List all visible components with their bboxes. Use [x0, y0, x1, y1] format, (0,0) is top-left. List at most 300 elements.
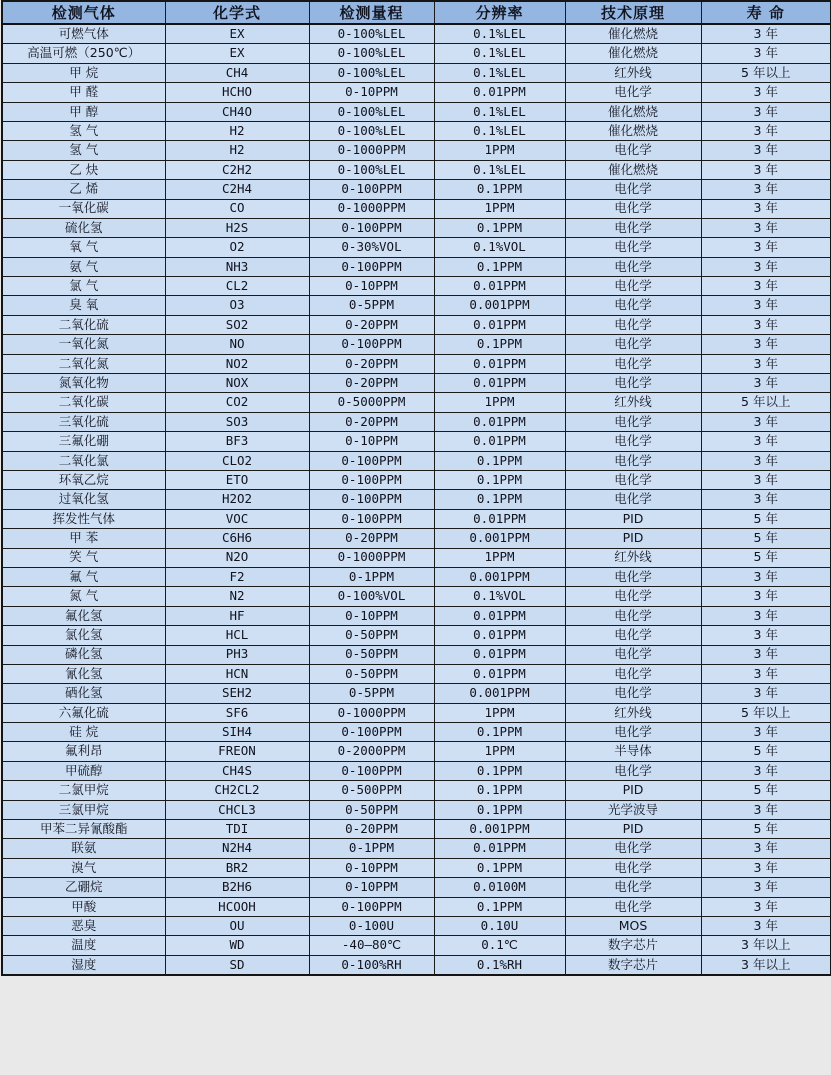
cell-formula: CH4 [165, 63, 309, 82]
cell-gas: 高温可燃（250℃） [2, 44, 165, 63]
table-row [2, 567, 831, 586]
cell-principle: 电化学 [565, 335, 701, 354]
cell-lifespan: 3 年 [701, 102, 831, 121]
cell-range: 0-5000PPM [309, 393, 434, 412]
cell-gas: 甲 苯 [2, 529, 165, 548]
cell-resolution: 0.1PPM [434, 490, 565, 509]
cell-formula: SEH2 [165, 684, 309, 703]
cell-formula: HCN [165, 664, 309, 683]
cell-resolution: 1PPM [434, 393, 565, 412]
cell-lifespan: 3 年 [701, 606, 831, 625]
cell-lifespan: 3 年 [701, 800, 831, 819]
cell-principle: 红外线 [565, 703, 701, 722]
cell-range: 0-1000PPM [309, 141, 434, 160]
cell-resolution: 0.1PPM [434, 451, 565, 470]
cell-lifespan: 3 年 [701, 315, 831, 334]
cell-principle: 电化学 [565, 567, 701, 586]
cell-resolution: 0.01PPM [434, 354, 565, 373]
cell-range: 0-100%LEL [309, 24, 434, 44]
cell-resolution: 0.1℃ [434, 936, 565, 955]
cell-gas: 氟利昂 [2, 742, 165, 761]
cell-gas: 甲硫醇 [2, 761, 165, 780]
cell-range: 0-10PPM [309, 83, 434, 102]
cell-resolution: 0.1PPM [434, 781, 565, 800]
cell-formula: OU [165, 916, 309, 935]
cell-lifespan: 3 年 [701, 878, 831, 897]
cell-principle: 电化学 [565, 180, 701, 199]
cell-resolution: 0.001PPM [434, 684, 565, 703]
cell-range: 0-100%LEL [309, 44, 434, 63]
cell-formula: H2S [165, 218, 309, 237]
cell-lifespan: 3 年 [701, 335, 831, 354]
cell-gas: 三氧化硫 [2, 412, 165, 431]
cell-range: -40—80℃ [309, 936, 434, 955]
cell-resolution: 0.01PPM [434, 374, 565, 393]
cell-formula: O2 [165, 238, 309, 257]
cell-resolution: 0.1%LEL [434, 44, 565, 63]
table-row [2, 878, 831, 897]
cell-range: 0-20PPM [309, 354, 434, 373]
cell-formula: CL2 [165, 277, 309, 296]
cell-range: 0-50PPM [309, 664, 434, 683]
cell-formula: SF6 [165, 703, 309, 722]
cell-principle: 电化学 [565, 354, 701, 373]
cell-formula: CHCL3 [165, 800, 309, 819]
cell-principle: 电化学 [565, 257, 701, 276]
cell-gas: 甲 醇 [2, 102, 165, 121]
cell-lifespan: 3 年 [701, 916, 831, 935]
cell-resolution: 0.10U [434, 916, 565, 935]
cell-gas: 环氧乙烷 [2, 470, 165, 489]
cell-formula: FREON [165, 742, 309, 761]
cell-principle: 电化学 [565, 878, 701, 897]
table-row [2, 548, 831, 567]
cell-range: 0-20PPM [309, 820, 434, 839]
cell-range: 0-100PPM [309, 180, 434, 199]
table-row [2, 44, 831, 63]
cell-gas: 溴气 [2, 858, 165, 877]
cell-formula: CH4S [165, 761, 309, 780]
cell-lifespan: 3 年 [701, 587, 831, 606]
cell-resolution: 0.001PPM [434, 529, 565, 548]
cell-principle: 光学波导 [565, 800, 701, 819]
cell-formula: EX [165, 44, 309, 63]
cell-resolution: 0.01PPM [434, 412, 565, 431]
cell-resolution: 0.1PPM [434, 723, 565, 742]
cell-gas: 二氧化氯 [2, 451, 165, 470]
table-row [2, 296, 831, 315]
cell-principle: 电化学 [565, 645, 701, 664]
table-row [2, 761, 831, 780]
cell-lifespan: 3 年 [701, 412, 831, 431]
table-row [2, 684, 831, 703]
cell-gas: 氟化氢 [2, 606, 165, 625]
table-row [2, 490, 831, 509]
cell-principle: 催化燃烧 [565, 160, 701, 179]
table-row [2, 335, 831, 354]
cell-principle: 数字芯片 [565, 936, 701, 955]
cell-lifespan: 3 年 [701, 238, 831, 257]
cell-lifespan: 3 年 [701, 141, 831, 160]
cell-lifespan: 3 年 [701, 858, 831, 877]
cell-gas: 二氧化硫 [2, 315, 165, 334]
cell-formula: NOX [165, 374, 309, 393]
cell-principle: 半导体 [565, 742, 701, 761]
cell-resolution: 1PPM [434, 199, 565, 218]
cell-gas: 一氧化氮 [2, 335, 165, 354]
table-row [2, 374, 831, 393]
cell-principle: 红外线 [565, 63, 701, 82]
table-row [2, 412, 831, 431]
cell-resolution: 0.1%LEL [434, 102, 565, 121]
column-header-resolution: 分辨率 [434, 1, 565, 24]
cell-gas: 氢 气 [2, 141, 165, 160]
table-row [2, 470, 831, 489]
cell-lifespan: 3 年 [701, 218, 831, 237]
cell-resolution: 0.01PPM [434, 626, 565, 645]
cell-lifespan: 5 年 [701, 509, 831, 528]
cell-gas: 甲酸 [2, 897, 165, 916]
cell-principle: 电化学 [565, 490, 701, 509]
gas-spec-table [1, 0, 831, 976]
cell-lifespan: 3 年 [701, 199, 831, 218]
cell-range: 0-100PPM [309, 723, 434, 742]
cell-range: 0-100PPM [309, 761, 434, 780]
cell-formula: HCL [165, 626, 309, 645]
cell-lifespan: 3 年 [701, 490, 831, 509]
cell-formula: NO [165, 335, 309, 354]
cell-lifespan: 3 年 [701, 626, 831, 645]
table-row [2, 529, 831, 548]
cell-principle: 电化学 [565, 238, 701, 257]
cell-lifespan: 3 年 [701, 24, 831, 44]
cell-range: 0-100%LEL [309, 160, 434, 179]
cell-range: 0-10PPM [309, 878, 434, 897]
cell-range: 0-1000PPM [309, 703, 434, 722]
table-row [2, 645, 831, 664]
cell-range: 0-50PPM [309, 645, 434, 664]
cell-lifespan: 3 年 [701, 451, 831, 470]
cell-range: 0-5PPM [309, 296, 434, 315]
cell-gas: 温度 [2, 936, 165, 955]
cell-formula: SO3 [165, 412, 309, 431]
cell-range: 0-1PPM [309, 839, 434, 858]
cell-range: 0-10PPM [309, 432, 434, 451]
cell-principle: 电化学 [565, 432, 701, 451]
cell-range: 0-10PPM [309, 858, 434, 877]
cell-range: 0-100PPM [309, 451, 434, 470]
cell-principle: 催化燃烧 [565, 24, 701, 44]
cell-resolution: 0.1PPM [434, 761, 565, 780]
cell-resolution: 0.001PPM [434, 820, 565, 839]
table-row [2, 820, 831, 839]
cell-formula: PH3 [165, 645, 309, 664]
cell-resolution: 0.1PPM [434, 800, 565, 819]
cell-range: 0-50PPM [309, 800, 434, 819]
cell-range: 0-100%VOL [309, 587, 434, 606]
cell-principle: PID [565, 529, 701, 548]
cell-range: 0-20PPM [309, 315, 434, 334]
cell-lifespan: 3 年 [701, 723, 831, 742]
table-row [2, 354, 831, 373]
cell-gas: 三氯甲烷 [2, 800, 165, 819]
cell-range: 0-100PPM [309, 335, 434, 354]
cell-lifespan: 3 年 [701, 277, 831, 296]
cell-formula: H2 [165, 121, 309, 140]
cell-lifespan: 3 年 [701, 567, 831, 586]
cell-resolution: 0.01PPM [434, 606, 565, 625]
table-row [2, 218, 831, 237]
cell-formula: NH3 [165, 257, 309, 276]
cell-lifespan: 3 年 [701, 761, 831, 780]
cell-gas: 湿度 [2, 955, 165, 975]
table-row [2, 102, 831, 121]
table-row [2, 277, 831, 296]
cell-resolution: 0.01PPM [434, 839, 565, 858]
table-row [2, 257, 831, 276]
cell-gas: 六氟化硫 [2, 703, 165, 722]
cell-range: 0-10PPM [309, 277, 434, 296]
cell-gas: 笑 气 [2, 548, 165, 567]
cell-gas: 臭 氧 [2, 296, 165, 315]
cell-lifespan: 3 年 [701, 897, 831, 916]
cell-formula: WD [165, 936, 309, 955]
cell-formula: EX [165, 24, 309, 44]
cell-lifespan: 3 年以上 [701, 955, 831, 975]
table-row [2, 742, 831, 761]
cell-resolution: 0.1%LEL [434, 24, 565, 44]
cell-gas: 二氧化氮 [2, 354, 165, 373]
cell-principle: 电化学 [565, 199, 701, 218]
cell-resolution: 0.1PPM [434, 897, 565, 916]
cell-formula: SIH4 [165, 723, 309, 742]
cell-gas: 乙 烯 [2, 180, 165, 199]
table-row [2, 897, 831, 916]
table-row [2, 238, 831, 257]
cell-range: 0-5PPM [309, 684, 434, 703]
cell-gas: 氮氧化物 [2, 374, 165, 393]
cell-principle: 催化燃烧 [565, 121, 701, 140]
cell-resolution: 0.01PPM [434, 509, 565, 528]
cell-lifespan: 3 年 [701, 645, 831, 664]
cell-lifespan: 3 年 [701, 664, 831, 683]
cell-lifespan: 5 年 [701, 820, 831, 839]
cell-lifespan: 3 年 [701, 839, 831, 858]
cell-gas: 过氧化氢 [2, 490, 165, 509]
cell-lifespan: 5 年 [701, 529, 831, 548]
cell-formula: N2O [165, 548, 309, 567]
table-row [2, 703, 831, 722]
cell-gas: 挥发性气体 [2, 509, 165, 528]
column-header-lifespan: 寿 命 [701, 1, 831, 24]
cell-gas: 恶臭 [2, 916, 165, 935]
cell-principle: 电化学 [565, 315, 701, 334]
cell-principle: 电化学 [565, 587, 701, 606]
cell-resolution: 0.1%VOL [434, 238, 565, 257]
table-row [2, 121, 831, 140]
cell-resolution: 0.1PPM [434, 180, 565, 199]
cell-resolution: 0.01PPM [434, 83, 565, 102]
cell-formula: TDI [165, 820, 309, 839]
table-row [2, 781, 831, 800]
cell-formula: NO2 [165, 354, 309, 373]
cell-resolution: 1PPM [434, 548, 565, 567]
cell-formula: B2H6 [165, 878, 309, 897]
cell-principle: 红外线 [565, 548, 701, 567]
cell-gas: 氢 气 [2, 121, 165, 140]
cell-formula: F2 [165, 567, 309, 586]
cell-lifespan: 3 年 [701, 470, 831, 489]
table-row [2, 83, 831, 102]
table-row [2, 315, 831, 334]
cell-range: 0-20PPM [309, 412, 434, 431]
table-row [2, 24, 831, 44]
column-header-range: 检测量程 [309, 1, 434, 24]
cell-principle: PID [565, 781, 701, 800]
cell-lifespan: 3 年 [701, 296, 831, 315]
cell-resolution: 1PPM [434, 742, 565, 761]
cell-resolution: 0.1PPM [434, 470, 565, 489]
cell-principle: 催化燃烧 [565, 102, 701, 121]
cell-formula: C6H6 [165, 529, 309, 548]
cell-resolution: 0.01PPM [434, 277, 565, 296]
cell-formula: HCHO [165, 83, 309, 102]
cell-range: 0-1000PPM [309, 548, 434, 567]
cell-lifespan: 3 年 [701, 121, 831, 140]
cell-formula: C2H4 [165, 180, 309, 199]
cell-principle: PID [565, 820, 701, 839]
cell-gas: 乙 炔 [2, 160, 165, 179]
cell-principle: 电化学 [565, 374, 701, 393]
cell-range: 0-100%LEL [309, 63, 434, 82]
table-row [2, 626, 831, 645]
cell-principle: 电化学 [565, 684, 701, 703]
cell-formula: BR2 [165, 858, 309, 877]
cell-principle: 电化学 [565, 723, 701, 742]
cell-lifespan: 3 年 [701, 83, 831, 102]
cell-lifespan: 3 年 [701, 374, 831, 393]
cell-formula: O3 [165, 296, 309, 315]
table-row [2, 199, 831, 218]
cell-principle: 电化学 [565, 839, 701, 858]
cell-gas: 硫化氢 [2, 218, 165, 237]
table-row [2, 916, 831, 935]
cell-principle: 电化学 [565, 626, 701, 645]
cell-principle: 电化学 [565, 277, 701, 296]
cell-lifespan: 5 年以上 [701, 393, 831, 412]
cell-range: 0-20PPM [309, 529, 434, 548]
cell-formula: CO [165, 199, 309, 218]
cell-formula: N2H4 [165, 839, 309, 858]
header-row [2, 1, 831, 24]
cell-formula: HCOOH [165, 897, 309, 916]
cell-resolution: 0.1PPM [434, 257, 565, 276]
cell-resolution: 0.1PPM [434, 858, 565, 877]
cell-gas: 二氯甲烷 [2, 781, 165, 800]
cell-gas: 氯 气 [2, 277, 165, 296]
cell-gas: 甲苯二异氰酸酯 [2, 820, 165, 839]
table-body [2, 24, 831, 975]
cell-gas: 硒化氢 [2, 684, 165, 703]
table-row [2, 839, 831, 858]
cell-resolution: 0.1%RH [434, 955, 565, 975]
cell-formula: C2H2 [165, 160, 309, 179]
cell-resolution: 0.1%LEL [434, 121, 565, 140]
cell-formula: N2 [165, 587, 309, 606]
cell-range: 0-100%LEL [309, 121, 434, 140]
cell-resolution: 0.0100M [434, 878, 565, 897]
cell-resolution: 1PPM [434, 141, 565, 160]
table-row [2, 160, 831, 179]
cell-resolution: 0.1PPM [434, 335, 565, 354]
table-row [2, 723, 831, 742]
table-row [2, 141, 831, 160]
cell-lifespan: 5 年 [701, 548, 831, 567]
table-row [2, 451, 831, 470]
cell-range: 0-1000PPM [309, 199, 434, 218]
cell-range: 0-2000PPM [309, 742, 434, 761]
cell-formula: SO2 [165, 315, 309, 334]
cell-principle: 红外线 [565, 393, 701, 412]
table-row [2, 858, 831, 877]
cell-principle: 电化学 [565, 83, 701, 102]
cell-formula: VOC [165, 509, 309, 528]
cell-principle: 电化学 [565, 858, 701, 877]
cell-resolution: 0.01PPM [434, 432, 565, 451]
table-row [2, 936, 831, 955]
cell-lifespan: 3 年 [701, 180, 831, 199]
cell-resolution: 0.001PPM [434, 567, 565, 586]
cell-range: 0-100PPM [309, 257, 434, 276]
cell-formula: BF3 [165, 432, 309, 451]
cell-lifespan: 5 年 [701, 742, 831, 761]
cell-formula: HF [165, 606, 309, 625]
cell-resolution: 0.001PPM [434, 296, 565, 315]
table-header [2, 1, 831, 24]
cell-formula: CH4O [165, 102, 309, 121]
cell-resolution: 0.01PPM [434, 645, 565, 664]
cell-gas: 甲 醛 [2, 83, 165, 102]
column-header-gas: 检测气体 [2, 1, 165, 24]
table-row [2, 180, 831, 199]
cell-gas: 三氟化硼 [2, 432, 165, 451]
table-row [2, 432, 831, 451]
table-row [2, 606, 831, 625]
cell-principle: 电化学 [565, 451, 701, 470]
cell-principle: 数字芯片 [565, 955, 701, 975]
cell-gas: 氨 气 [2, 257, 165, 276]
cell-gas: 一氧化碳 [2, 199, 165, 218]
cell-range: 0-50PPM [309, 626, 434, 645]
cell-range: 0-1PPM [309, 567, 434, 586]
cell-lifespan: 5 年以上 [701, 63, 831, 82]
table-row [2, 800, 831, 819]
cell-formula: H2O2 [165, 490, 309, 509]
cell-resolution: 0.1PPM [434, 218, 565, 237]
cell-gas: 乙硼烷 [2, 878, 165, 897]
cell-range: 0-100PPM [309, 218, 434, 237]
cell-lifespan: 5 年以上 [701, 703, 831, 722]
cell-range: 0-100PPM [309, 470, 434, 489]
table-row [2, 393, 831, 412]
cell-gas: 氧 气 [2, 238, 165, 257]
cell-gas: 氮 气 [2, 587, 165, 606]
cell-range: 0-100%RH [309, 955, 434, 975]
cell-formula: H2 [165, 141, 309, 160]
cell-range: 0-100PPM [309, 509, 434, 528]
table-row [2, 664, 831, 683]
cell-range: 0-30%VOL [309, 238, 434, 257]
